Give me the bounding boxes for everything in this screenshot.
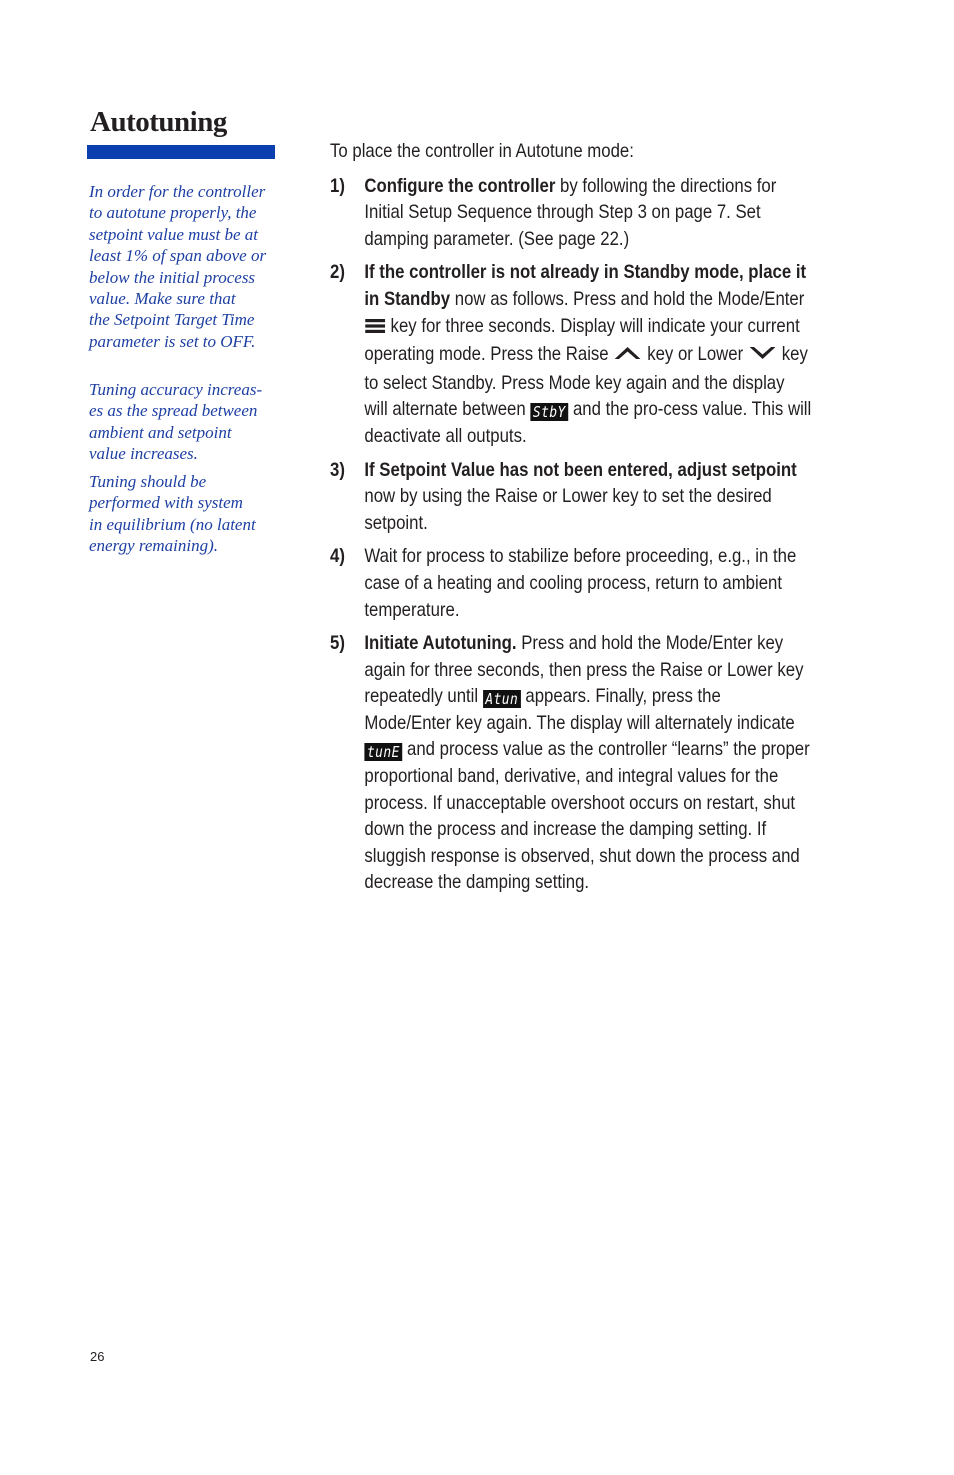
step-3 bbox=[330, 457, 812, 537]
note-line: below the initial process bbox=[89, 267, 256, 287]
step-text: and process value as the controller “learns” the proper proportional band, derivative, and integral values for the process. If unacceptable overshoot occurs on restart, shut down the process and increase the damping setting. If sluggish response is observed, shut down the process and decrease the damping setting. bbox=[364, 738, 810, 894]
step-5 bbox=[330, 630, 812, 896]
note-line: Tuning should be bbox=[89, 472, 207, 491]
step-text: now by using the Raise or Lower key to set the desired setpoint. bbox=[364, 485, 772, 534]
lcd-display-stby: StbY bbox=[530, 403, 568, 421]
step-text: Press and hold the Mode/Enter key again for three seconds, then press the Raise or Lower key repeatedly until bbox=[364, 632, 804, 708]
sidebar-note-equilibrium bbox=[89, 471, 285, 557]
chevron-up-icon bbox=[613, 343, 642, 370]
sidebar-note-setpoint bbox=[89, 181, 285, 352]
step-text: key or Lower bbox=[642, 343, 748, 366]
note-line: in equilibrium (no latent bbox=[89, 514, 256, 534]
heading-rule bbox=[87, 145, 275, 159]
step-2 bbox=[330, 259, 812, 449]
step-text: and the pro-cess value. This will deactivate all outputs. bbox=[364, 398, 812, 447]
chevron-down-icon bbox=[748, 343, 777, 370]
intro-text: To place the controller in Autotune mode: bbox=[330, 140, 634, 162]
page-number: 26 bbox=[90, 1349, 105, 1364]
note-line: In order for the controller bbox=[89, 182, 266, 201]
step-number: 2) bbox=[330, 261, 345, 284]
step-text: now as follows. Press and hold the Mode/Enter bbox=[450, 287, 805, 310]
note-line: least 1% of span above or bbox=[89, 246, 267, 266]
step-text: Wait for process to stabilize before proceeding, e.g., in the case of a heating and cooling process, return to ambient temperature. bbox=[364, 545, 797, 621]
note-line: to autotune properly, the bbox=[89, 203, 257, 223]
main-content bbox=[330, 138, 812, 903]
step-1 bbox=[330, 173, 812, 253]
step-text: by following the directions for Initial Setup Sequence through Step 3 on page 7. Set damping parameter. (See page 22.) bbox=[364, 174, 777, 250]
note-line: value increases. bbox=[89, 444, 198, 464]
note-line: es as the spread between bbox=[89, 401, 258, 421]
note-line: value. Make sure that bbox=[89, 289, 236, 309]
section-heading: Autotuning bbox=[90, 106, 227, 138]
step-title: Initiate Autotuning. bbox=[364, 632, 517, 655]
step-text: key to select Standby. Press Mode key again and the display will alternate between bbox=[364, 343, 808, 421]
note-line: ambient and setpoint bbox=[89, 422, 232, 442]
note-line: setpoint value must be at bbox=[89, 224, 259, 244]
sidebar-note-accuracy bbox=[89, 379, 285, 465]
step-text: key for three seconds. Display will indicate your current operating mode. Press the Raise bbox=[364, 314, 800, 366]
lcd-display-tune: tunE bbox=[364, 743, 402, 761]
step-title: If the controller is not already in Standby mode, place it in Standby bbox=[364, 261, 807, 310]
step-4 bbox=[330, 543, 812, 623]
step-number: 1) bbox=[330, 174, 345, 197]
step-number: 3) bbox=[330, 458, 345, 481]
step-title: Configure the controller bbox=[364, 174, 556, 197]
menu-icon bbox=[364, 315, 386, 342]
note-line: parameter is set to OFF. bbox=[89, 331, 256, 351]
step-number: 5) bbox=[330, 632, 345, 655]
lcd-display-atun: Atun bbox=[483, 690, 521, 708]
note-line: energy remaining). bbox=[89, 536, 219, 556]
step-text: appears. Finally, press the Mode/Enter key again. The display will alternately indicate bbox=[364, 685, 795, 734]
note-line: the Setpoint Target Time bbox=[89, 310, 255, 330]
step-number: 4) bbox=[330, 545, 345, 568]
note-line: Tuning accuracy increas- bbox=[89, 380, 263, 399]
note-line: performed with system bbox=[89, 493, 243, 513]
step-title: If Setpoint Value has not been entered, adjust setpoint bbox=[364, 458, 797, 481]
